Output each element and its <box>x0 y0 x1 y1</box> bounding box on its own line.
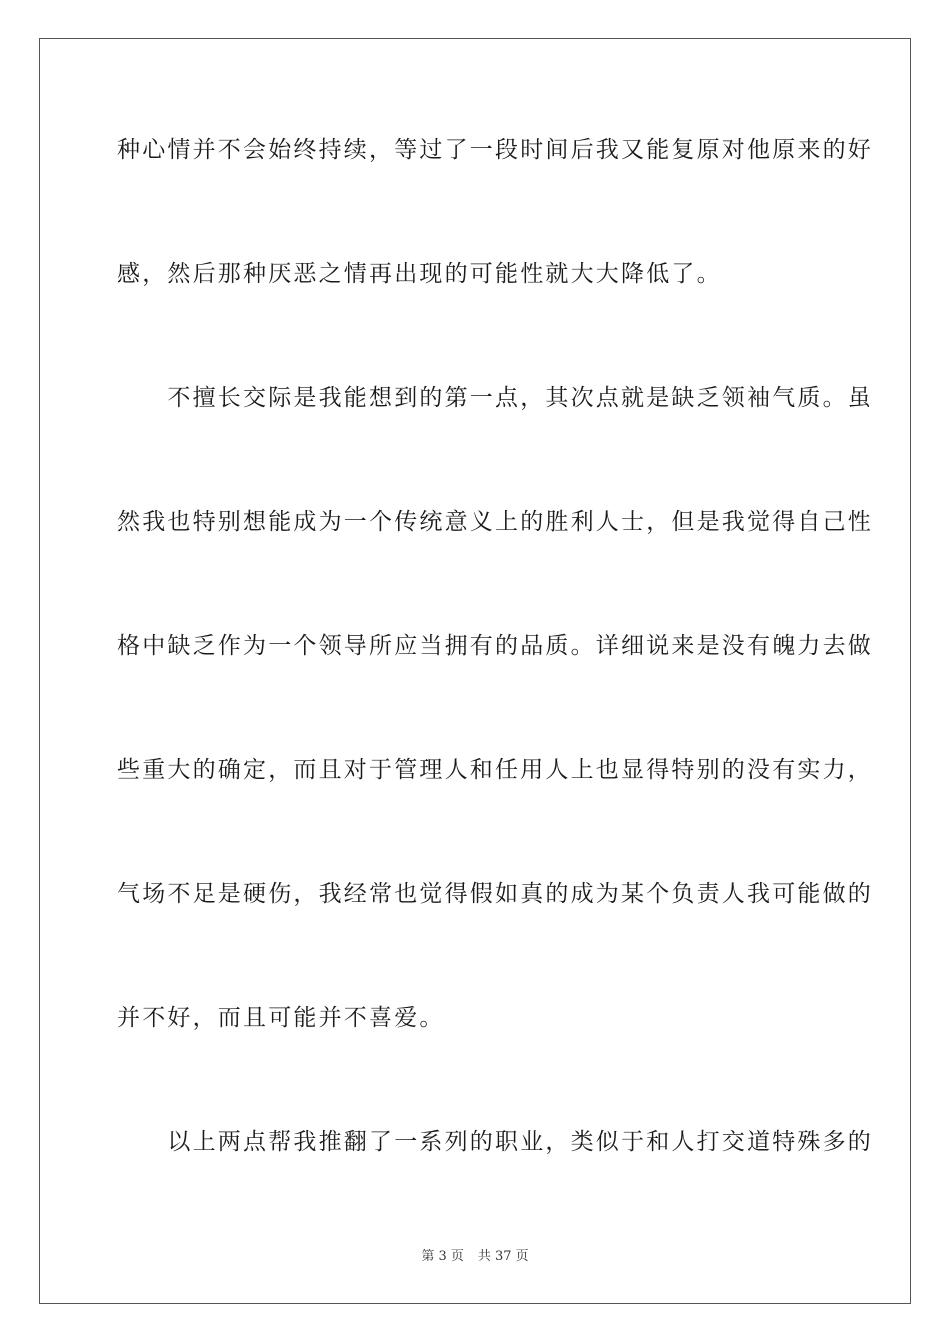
paragraph-line: 以上两点帮我推翻了一系列的职业，类似于和人打交道特殊多的 <box>117 1129 873 1155</box>
page-total: 共 37 页 <box>477 1249 529 1264</box>
paragraph-line: 气场不足是硬伤，我经常也觉得假如真的成为某个负责人我可能做的 <box>117 881 873 907</box>
page-number: 第 3 页 <box>421 1249 464 1264</box>
paragraph-line: 不擅长交际是我能想到的第一点，其次点就是缺乏领袖气质。虽 <box>117 385 873 411</box>
paragraph-line: 感，然后那种厌恶之情再出现的可能性就大大降低了。 <box>117 261 722 287</box>
paragraph-line: 并不好，而且可能并不喜爱。 <box>117 1005 445 1031</box>
page-footer <box>0 1248 950 1266</box>
paragraph-line: 然我也特别想能成为一个传统意义上的胜利人士，但是我觉得自己性 <box>117 509 873 535</box>
paragraph-line: 格中缺乏作为一个领导所应当拥有的品质。详细说来是没有魄力去做 <box>117 633 873 659</box>
paragraph-line: 种心情并不会始终持续，等过了一段时间后我又能复原对他原来的好 <box>117 137 873 163</box>
page-border <box>39 38 911 1304</box>
paragraph-line: 些重大的确定，而且对于管理人和任用人上也显得特别的没有实力， <box>117 757 873 783</box>
